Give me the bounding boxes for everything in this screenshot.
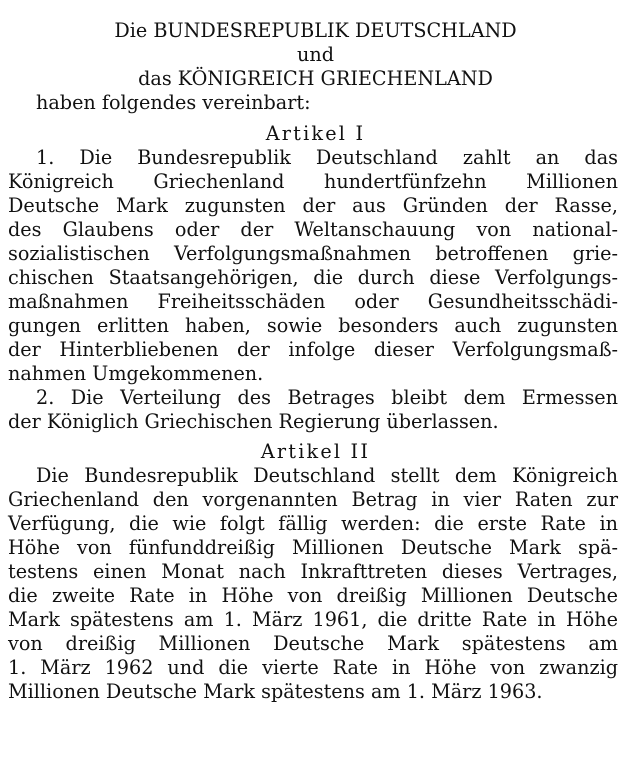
article-1-paragraph-1-line: der Hinterbliebenen der infolge dieser Verfolgungsmaß- bbox=[8, 338, 618, 361]
article-1-paragraph-1-line: 1. Die Bundesrepublik Deutschland zahlt an das bbox=[36, 146, 618, 169]
article-2-paragraph-1-line: Millionen Deutsche Mark spätestens am 1. März 1963. bbox=[8, 680, 543, 703]
article-1-paragraph-1-line: des Glaubens oder der Weltanschauung von national- bbox=[8, 218, 618, 241]
article-2-paragraph-1-line: Verfügung, die wie folgt fällig werden: die erste Rate in bbox=[8, 512, 618, 535]
article-1-title: Artikel I bbox=[265, 122, 366, 145]
preamble: haben folgendes vereinbart: bbox=[36, 91, 311, 114]
header-parties-line-1: Die BUNDESREPUBLIK DEUTSCHLAND bbox=[114, 19, 517, 42]
article-1-paragraph-1-line: Königreich Griechenland hundertfünfzehn Millionen bbox=[8, 170, 618, 193]
article-1-paragraph-1-line: Deutsche Mark zugunsten der aus Gründen der Rasse, bbox=[8, 194, 618, 217]
article-2-paragraph-1-line: testens einen Monat nach Inkrafttreten dieses Vertrages, bbox=[8, 560, 618, 583]
article-1-paragraph-1-line: sozialistischen Verfolgungsmaßnahmen betroffenen grie- bbox=[8, 242, 618, 265]
article-2-paragraph-1-line: Griechenland den vorgenannten Betrag in vier Raten zur bbox=[8, 488, 618, 511]
article-2-title: Artikel II bbox=[260, 440, 371, 463]
header-parties-line-3: das KÖNIGREICH GRIECHENLAND bbox=[138, 67, 493, 90]
article-2-paragraph-1-line: 1. März 1962 und die vierte Rate in Höhe von zwanzig bbox=[8, 656, 618, 679]
article-1-paragraph-1-line: nahmen Umgekommenen. bbox=[8, 362, 264, 385]
article-2-paragraph-1-line: von dreißig Millionen Deutsche Mark spätestens am bbox=[8, 632, 618, 655]
article-1-paragraph-2-line: 2. Die Verteilung des Betrages bleibt dem Ermessen bbox=[36, 386, 618, 409]
article-2-paragraph-1-line: die zweite Rate in Höhe von dreißig Millionen Deutsche bbox=[8, 584, 618, 607]
article-2-paragraph-1-line: Die Bundesrepublik Deutschland stellt dem Königreich bbox=[36, 464, 618, 487]
article-1-paragraph-1-line: maßnahmen Freiheitsschäden oder Gesundheitsschädi- bbox=[8, 290, 618, 313]
article-1-paragraph-1-line: gungen erlitten haben, sowie besonders auch zugunsten bbox=[8, 314, 618, 337]
article-1-paragraph-1-line: chischen Staatsangehörigen, die durch diese Verfolgungs- bbox=[8, 266, 618, 289]
article-2-paragraph-1-line: Mark spätestens am 1. März 1961, die dritte Rate in Höhe bbox=[8, 608, 618, 631]
article-1-paragraph-2-line: der Königlich Griechischen Regierung überlassen. bbox=[8, 410, 499, 433]
article-2-paragraph-1-line: Höhe von fünfunddreißig Millionen Deutsche Mark spä- bbox=[8, 536, 618, 559]
header-parties-line-2: und bbox=[297, 43, 334, 66]
